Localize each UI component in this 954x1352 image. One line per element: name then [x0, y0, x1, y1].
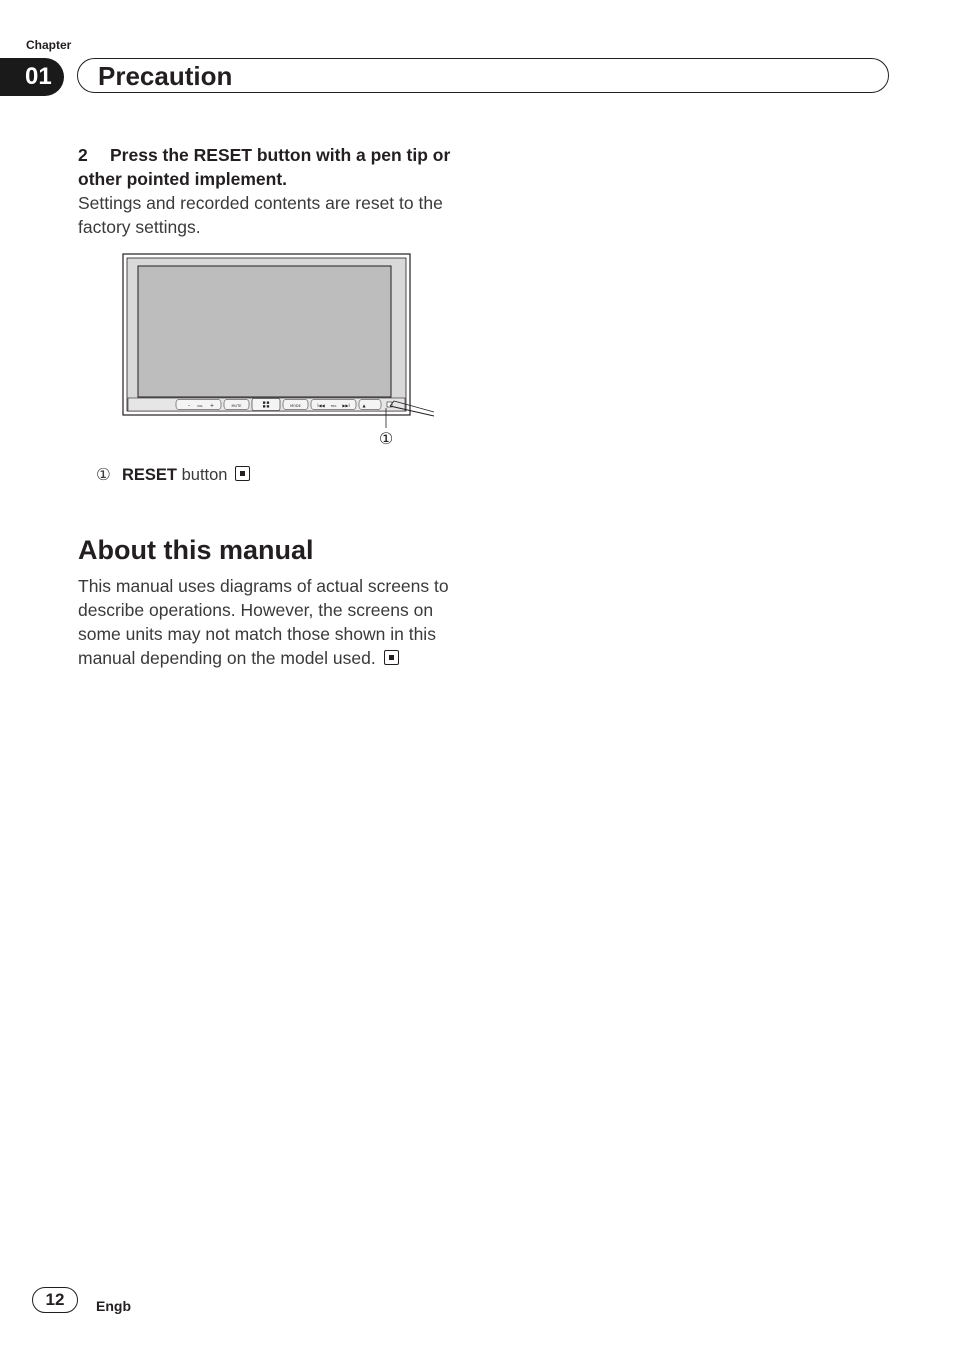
prev-label: I◀◀	[317, 403, 325, 408]
vol-minus-label: –	[187, 403, 191, 409]
home-button	[252, 399, 280, 411]
end-mark-icon	[235, 466, 250, 481]
next-label: ▶▶I	[342, 403, 350, 408]
step-instruction	[78, 143, 458, 191]
legend-label-rest: button	[177, 466, 228, 484]
language-code: Engb	[96, 1298, 131, 1314]
eject-label: ▲	[362, 403, 366, 408]
section-body: This manual uses diagrams of actual screens to describe operations. However, the screens on some units may not match those shown in this manual depending on the model used.	[78, 576, 449, 668]
end-mark-icon	[384, 650, 399, 665]
section-body-wrap	[78, 574, 462, 670]
vol-label: VOL	[196, 404, 204, 408]
callout-marker: ①	[378, 429, 394, 448]
chapter-label: Chapter	[26, 38, 72, 52]
vol-plus-label: +	[209, 403, 215, 409]
step-description: Settings and recorded contents are reset to the factory settings.	[78, 193, 443, 237]
trk-label: TRK	[330, 404, 337, 408]
mode-label: MODE	[290, 404, 301, 408]
step-number: 2	[78, 145, 88, 165]
mute-label: MUTE	[231, 404, 242, 408]
page-number: 12	[32, 1287, 78, 1313]
head-unit-illustration	[118, 250, 438, 450]
chapter-number-tab: 01	[0, 58, 64, 96]
chapter-title-box	[77, 58, 889, 93]
legend-marker: ①	[96, 466, 111, 484]
figure-legend	[96, 464, 250, 486]
unit-screen	[138, 266, 391, 397]
legend-label-bold: RESET	[122, 466, 178, 484]
chapter-title: Precaution	[98, 61, 233, 91]
section-heading: About this manual	[78, 535, 314, 565]
step-text: Press the RESET button with a pen tip or other pointed implement.	[78, 145, 451, 189]
